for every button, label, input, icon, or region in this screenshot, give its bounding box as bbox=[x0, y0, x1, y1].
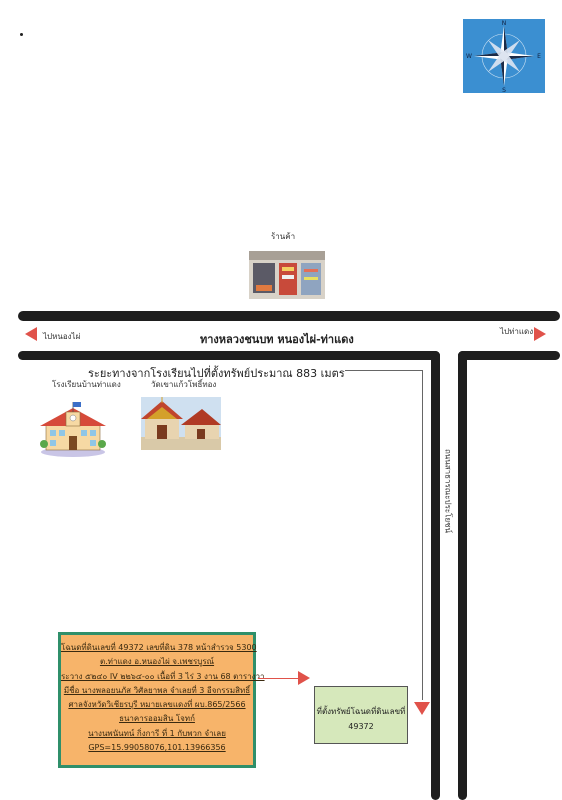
side-road-left-edge bbox=[431, 351, 440, 800]
main-road-bottom-edge-right bbox=[458, 351, 560, 360]
side-road-name-box bbox=[426, 446, 470, 536]
deed-line: โฉนดที่ดินเลขที่ 49372 เลขที่ดิน 378 หน้าสำรวจ 5300 bbox=[61, 643, 257, 652]
deed-line: ระวาง ๕๒๔๐ IV ๒๒๖๔-๐๐ เนื้อที่ 3 ไร่ 3 งาน 68 ตารางวา bbox=[61, 671, 265, 681]
main-road-name: ทางหลวงชนบท หนองไผ่-ท่าแดง bbox=[200, 333, 354, 346]
compass-e: E bbox=[537, 53, 541, 60]
deed-line: ธนาคารออมสิน โจทก์ bbox=[119, 714, 195, 724]
main-road-top-edge bbox=[18, 311, 560, 321]
to-right-label: ไปท่าแดง bbox=[500, 327, 534, 336]
main-road-bottom-edge-left bbox=[18, 351, 440, 360]
distance-leader-horizontal bbox=[345, 370, 423, 371]
temple-image bbox=[141, 397, 221, 450]
compass-w: W bbox=[466, 53, 472, 60]
deed-gps: GPS=15.99058076,101.13966356 bbox=[88, 743, 226, 753]
deed-line: มีชื่อ นางพลอยนภัส วิศัลยาพล จำเลยที่ 3 อีจกรรมสิทธิ์ bbox=[63, 685, 251, 695]
property-location-box bbox=[314, 686, 408, 744]
school-label: โรงเรียนบ้านท่าแดง bbox=[52, 380, 121, 389]
arrow-right-icon bbox=[534, 327, 546, 341]
compass-n: N bbox=[501, 20, 507, 27]
distance-leader-vertical bbox=[422, 370, 423, 700]
compass-rose bbox=[463, 19, 545, 93]
shop-label: ร้านค้า bbox=[271, 232, 296, 241]
shop-image bbox=[249, 251, 325, 299]
arrow-left-icon bbox=[25, 327, 37, 341]
deed-line: ศาลจังหวัดวิเชียรบุรี หมายเลขแดงที่ ผบ.865/2566 bbox=[68, 700, 246, 710]
distance-note: ระยะทางจากโรงเรียนไปที่ตั้งทรัพย์ประมาณ 883 เมตร bbox=[88, 367, 345, 380]
temple-label: วัดเขาแก้วโพธิ์ทอง bbox=[151, 380, 217, 389]
property-deed-number: 49372 bbox=[348, 722, 374, 731]
side-road-right-edge bbox=[458, 351, 467, 800]
scan-speck bbox=[20, 33, 23, 36]
school-icon bbox=[38, 400, 108, 458]
deed-line: นางนพนันทน์ กิ่งการี ที่ 1 กับพวก จำเลย bbox=[88, 728, 226, 738]
side-road-name: ถนนสาธารณะประโยชน์ bbox=[443, 448, 453, 534]
deed-line: ต.ท่าแดง อ.หนองไผ่ จ.เพชรบูรณ์ bbox=[99, 657, 215, 667]
deed-pointer-icon bbox=[298, 671, 310, 685]
compass-icon bbox=[463, 19, 545, 93]
compass-s: S bbox=[502, 87, 506, 93]
property-location-label: ที่ตั้งทรัพย์โฉนดที่ดินเลขที่ bbox=[316, 707, 406, 716]
deed-pointer-line bbox=[258, 678, 298, 679]
deed-info-box bbox=[58, 632, 265, 768]
to-left-label: ไปหนองไผ่ bbox=[43, 332, 81, 341]
arrow-down-icon bbox=[414, 702, 430, 715]
